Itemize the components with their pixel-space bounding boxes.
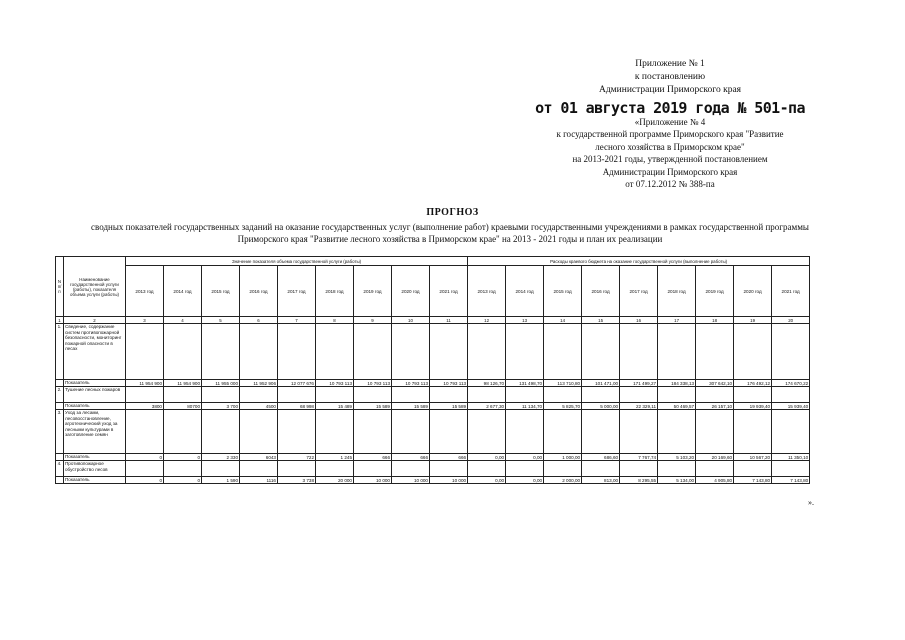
empty-cell	[240, 410, 278, 454]
empty-cell	[468, 324, 506, 380]
volume-value: 3800	[126, 403, 164, 410]
volume-value: 11 955 000	[202, 380, 240, 387]
empty-cell	[430, 461, 468, 477]
appendix-line-1: «Приложение № 4	[634, 117, 706, 127]
appendix-line-6: от 07.12.2012 № 388-па	[625, 179, 715, 190]
column-number: 9	[354, 317, 392, 324]
column-number: 10	[392, 317, 430, 324]
budget-value: 50 469,57	[658, 403, 696, 410]
empty-cell	[278, 324, 316, 380]
section-row	[56, 324, 810, 380]
appendix-line-2: к государственной программе Приморского края "Развитие	[556, 129, 784, 140]
volume-year-header: 2015 год	[202, 266, 240, 317]
empty-cell	[544, 461, 582, 477]
volume-value: 0	[164, 454, 202, 461]
document-title: ПРОГНОЗ	[426, 207, 479, 218]
column-number: 13	[506, 317, 544, 324]
budget-value: 0,00	[506, 454, 544, 461]
empty-cell	[392, 324, 430, 380]
volume-value: 1 590	[202, 477, 240, 484]
budget-value: 11 134,70	[506, 403, 544, 410]
column-number-row	[56, 317, 810, 324]
volume-value: 15 489	[316, 403, 354, 410]
volume-value: 12 077 676	[278, 380, 316, 387]
section-name: Сведение, содержание систем противопожарной безопасности, мониторинг пожарной опасности в лесах	[64, 324, 126, 380]
empty-cell	[734, 324, 772, 380]
empty-cell	[772, 410, 810, 454]
indicator-row	[56, 477, 810, 484]
section-row	[56, 461, 810, 477]
empty-cell	[772, 387, 810, 403]
column-number: 12	[468, 317, 506, 324]
column-number: 4	[164, 317, 202, 324]
volume-value: 10 793 113	[392, 380, 430, 387]
volume-value: 10 000	[430, 477, 468, 484]
column-number: 20	[772, 317, 810, 324]
budget-year-header: 2018 год	[658, 266, 696, 317]
subtitle-line-2: Приморского края "Развитие лесного хозяйства в Приморском крае" на 2013 - 2021 годы и план их реализации	[237, 234, 663, 244]
budget-year-header: 2019 год	[696, 266, 734, 317]
empty-cell	[582, 324, 620, 380]
column-number: 16	[620, 317, 658, 324]
empty-cell	[56, 403, 64, 410]
empty-cell	[126, 410, 164, 454]
empty-cell	[468, 387, 506, 403]
volume-value: 1 245	[316, 454, 354, 461]
column-number: 3	[126, 317, 164, 324]
empty-cell	[696, 324, 734, 380]
empty-cell	[772, 324, 810, 380]
empty-cell	[278, 410, 316, 454]
budget-value: 1 000,00	[544, 454, 582, 461]
budget-value: 2 000,00	[544, 477, 582, 484]
budget-value: 98 126,70	[468, 380, 506, 387]
budget-value: 7 767,74	[620, 454, 658, 461]
volume-value: 20 000	[316, 477, 354, 484]
empty-cell	[316, 461, 354, 477]
empty-cell	[430, 324, 468, 380]
budget-value: 8 295,55	[620, 477, 658, 484]
budget-value: 11 350,10	[772, 454, 810, 461]
column-number: 8	[316, 317, 354, 324]
empty-cell	[734, 387, 772, 403]
empty-cell	[164, 410, 202, 454]
empty-cell	[772, 461, 810, 477]
empty-cell	[164, 387, 202, 403]
col-name-header: Наименование государственной услуги (работы), показателя объема услуги (работы)	[64, 257, 126, 317]
empty-cell	[56, 380, 64, 387]
empty-cell	[582, 410, 620, 454]
section-name: Уход за лесами, лесовосстановление, агротехнический уход за лесными культурами в заготовление семян	[64, 410, 126, 454]
empty-cell	[354, 324, 392, 380]
volume-value: 11 954 900	[164, 380, 202, 387]
column-number: 1	[56, 317, 64, 324]
empty-cell	[658, 387, 696, 403]
empty-cell	[620, 324, 658, 380]
volume-value: 6043	[240, 454, 278, 461]
empty-cell	[506, 387, 544, 403]
budget-value: 113 710,80	[544, 380, 582, 387]
budget-value: 0,00	[468, 477, 506, 484]
volume-value: 666	[430, 454, 468, 461]
indicator-label: Показатель	[64, 403, 126, 410]
empty-cell	[658, 410, 696, 454]
empty-cell	[544, 410, 582, 454]
column-number: 5	[202, 317, 240, 324]
volume-value: 10 793 113	[316, 380, 354, 387]
empty-cell	[202, 387, 240, 403]
appendix-line-5: Администрации Приморского края	[602, 166, 738, 177]
empty-cell	[164, 324, 202, 380]
budget-value: 184 338,13	[658, 380, 696, 387]
empty-cell	[734, 410, 772, 454]
empty-cell	[240, 324, 278, 380]
empty-cell	[544, 324, 582, 380]
volume-value: 15 589	[392, 403, 430, 410]
empty-cell	[240, 461, 278, 477]
budget-value: 0,00	[468, 454, 506, 461]
volume-value: 15 589	[430, 403, 468, 410]
column-number: 19	[734, 317, 772, 324]
section-number: 1.	[56, 324, 64, 380]
volume-value: 0	[126, 454, 164, 461]
empty-cell	[430, 387, 468, 403]
budget-value: 19 939,40	[734, 403, 772, 410]
empty-cell	[202, 410, 240, 454]
forecast-table	[55, 256, 810, 484]
empty-cell	[620, 410, 658, 454]
budget-year-header: 2017 год	[620, 266, 658, 317]
empty-cell	[316, 387, 354, 403]
column-number: 14	[544, 317, 582, 324]
empty-cell	[658, 324, 696, 380]
empty-cell	[316, 410, 354, 454]
volume-value: 666	[354, 454, 392, 461]
empty-cell	[620, 461, 658, 477]
column-number: 7	[278, 317, 316, 324]
empty-cell	[202, 461, 240, 477]
approval-date: от 01 августа 2019 года № 501-па	[535, 99, 805, 117]
empty-cell	[126, 324, 164, 380]
empty-cell	[468, 461, 506, 477]
indicator-row	[56, 403, 810, 410]
budget-value: 7 143,80	[772, 477, 810, 484]
empty-cell	[582, 461, 620, 477]
empty-cell	[240, 387, 278, 403]
budget-year-header: 2013 год	[468, 266, 506, 317]
empty-cell	[582, 387, 620, 403]
volume-value: 10 000	[392, 477, 430, 484]
closing-quote: ».	[808, 498, 814, 507]
appendix-line-3: лесного хозяйства в Приморском крае"	[595, 141, 745, 152]
budget-value: 686,60	[582, 454, 620, 461]
empty-cell	[202, 324, 240, 380]
budget-value: 2 677,30	[468, 403, 506, 410]
column-number: 2	[64, 317, 126, 324]
budget-year-header: 2015 год	[544, 266, 582, 317]
section-number: 3.	[56, 410, 64, 454]
approval-line-3: Администрации Приморского края	[598, 85, 742, 95]
empty-cell	[734, 461, 772, 477]
indicator-row	[56, 454, 810, 461]
volume-value: 3 738	[278, 477, 316, 484]
volume-value: 80700	[164, 403, 202, 410]
budget-value: 171 499,27	[620, 380, 658, 387]
budget-value: 0,00	[506, 477, 544, 484]
empty-cell	[126, 387, 164, 403]
volume-value: 11 952 906	[240, 380, 278, 387]
volume-year-header: 2021 год	[430, 266, 468, 317]
column-number: 18	[696, 317, 734, 324]
budget-value: 131 498,70	[506, 380, 544, 387]
col-no-header: N п/п	[56, 257, 64, 317]
empty-cell	[278, 387, 316, 403]
empty-cell	[354, 461, 392, 477]
appendix-line-4: на 2013-2021 годы, утвержденной постановлением	[572, 154, 768, 165]
budget-value: 176 492,12	[734, 380, 772, 387]
empty-cell	[506, 324, 544, 380]
empty-cell	[278, 461, 316, 477]
empty-cell	[430, 410, 468, 454]
empty-cell	[392, 387, 430, 403]
empty-cell	[696, 410, 734, 454]
budget-value: 22 329,11	[620, 403, 658, 410]
document-subtitle	[60, 221, 840, 245]
empty-cell	[544, 387, 582, 403]
budget-value: 101 471,00	[582, 380, 620, 387]
indicator-label: Показатель	[64, 477, 126, 484]
budget-year-header: 2020 год	[734, 266, 772, 317]
column-number: 17	[658, 317, 696, 324]
empty-cell	[620, 387, 658, 403]
budget-value: 5 134,00	[658, 477, 696, 484]
empty-cell	[696, 387, 734, 403]
column-number: 6	[240, 317, 278, 324]
empty-cell	[126, 461, 164, 477]
subtitle-line-1: сводных показателей государственных заданий на оказание государственных услуг (выполнение работ) краевыми государственными учреждениями в рамках государственной программы	[91, 222, 809, 232]
budget-value: 307 642,10	[696, 380, 734, 387]
section-name: Тушение лесных пожаров	[64, 387, 126, 403]
volume-value: 10 793 113	[430, 380, 468, 387]
empty-cell	[56, 477, 64, 484]
empty-cell	[56, 454, 64, 461]
budget-value: 5 103,20	[658, 454, 696, 461]
empty-cell	[506, 410, 544, 454]
empty-cell	[696, 461, 734, 477]
indicator-label: Показатель	[64, 454, 126, 461]
indicator-row	[56, 380, 810, 387]
volume-value: 11 954 900	[126, 380, 164, 387]
volume-value: 10 000	[354, 477, 392, 484]
budget-value: 7 143,80	[734, 477, 772, 484]
budget-value: 10 567,20	[734, 454, 772, 461]
volume-year-header: 2020 год	[392, 266, 430, 317]
budget-value: 813,00	[582, 477, 620, 484]
budget-value: 174 670,22	[772, 380, 810, 387]
column-number: 15	[582, 317, 620, 324]
empty-cell	[164, 461, 202, 477]
empty-cell	[658, 461, 696, 477]
empty-cell	[354, 387, 392, 403]
appendix-block	[520, 116, 820, 190]
volume-value: 3 700	[202, 403, 240, 410]
budget-value: 5 825,70	[544, 403, 582, 410]
approval-line-1: Приложение № 1	[635, 59, 705, 69]
volume-value: 666	[392, 454, 430, 461]
budget-year-header: 2016 год	[582, 266, 620, 317]
section-number: 4.	[56, 461, 64, 477]
empty-cell	[392, 410, 430, 454]
budget-value: 26 157,10	[696, 403, 734, 410]
approval-block	[520, 58, 820, 117]
budget-year-header: 2014 год	[506, 266, 544, 317]
volume-year-header: 2014 год	[164, 266, 202, 317]
volume-value: 4500	[240, 403, 278, 410]
empty-cell	[354, 410, 392, 454]
column-number: 11	[430, 317, 468, 324]
volume-value: 1116	[240, 477, 278, 484]
budget-value: 5 000,00	[582, 403, 620, 410]
volume-year-header: 2013 год	[126, 266, 164, 317]
volume-value: 722	[278, 454, 316, 461]
volume-value: 0	[126, 477, 164, 484]
volume-value: 15 589	[354, 403, 392, 410]
budget-value: 4 905,80	[696, 477, 734, 484]
section-name: Противопожарное обустройство лесов	[64, 461, 126, 477]
budget-value: 20 169,60	[696, 454, 734, 461]
volume-value: 68 998	[278, 403, 316, 410]
empty-cell	[392, 461, 430, 477]
budget-group-header: Расходы краевого бюджета на оказание государственной услуги (выполнение работы)	[468, 257, 810, 266]
indicator-label: Показатель	[64, 380, 126, 387]
empty-cell	[468, 410, 506, 454]
approval-line-2: к постановлению	[634, 72, 706, 82]
volume-year-header: 2017 год	[278, 266, 316, 317]
budget-value: 15 939,40	[772, 403, 810, 410]
volume-value: 2 330	[202, 454, 240, 461]
volume-year-header: 2016 год	[240, 266, 278, 317]
section-row	[56, 410, 810, 454]
section-number: 2.	[56, 387, 64, 403]
empty-cell	[506, 461, 544, 477]
empty-cell	[316, 324, 354, 380]
volume-group-header: Значение показателя объема государственной услуги (работы)	[126, 257, 468, 266]
volume-year-header: 2019 год	[354, 266, 392, 317]
section-row	[56, 387, 810, 403]
volume-value: 0	[164, 477, 202, 484]
volume-year-header: 2018 год	[316, 266, 354, 317]
budget-year-header: 2021 год	[772, 266, 810, 317]
volume-value: 10 793 113	[354, 380, 392, 387]
